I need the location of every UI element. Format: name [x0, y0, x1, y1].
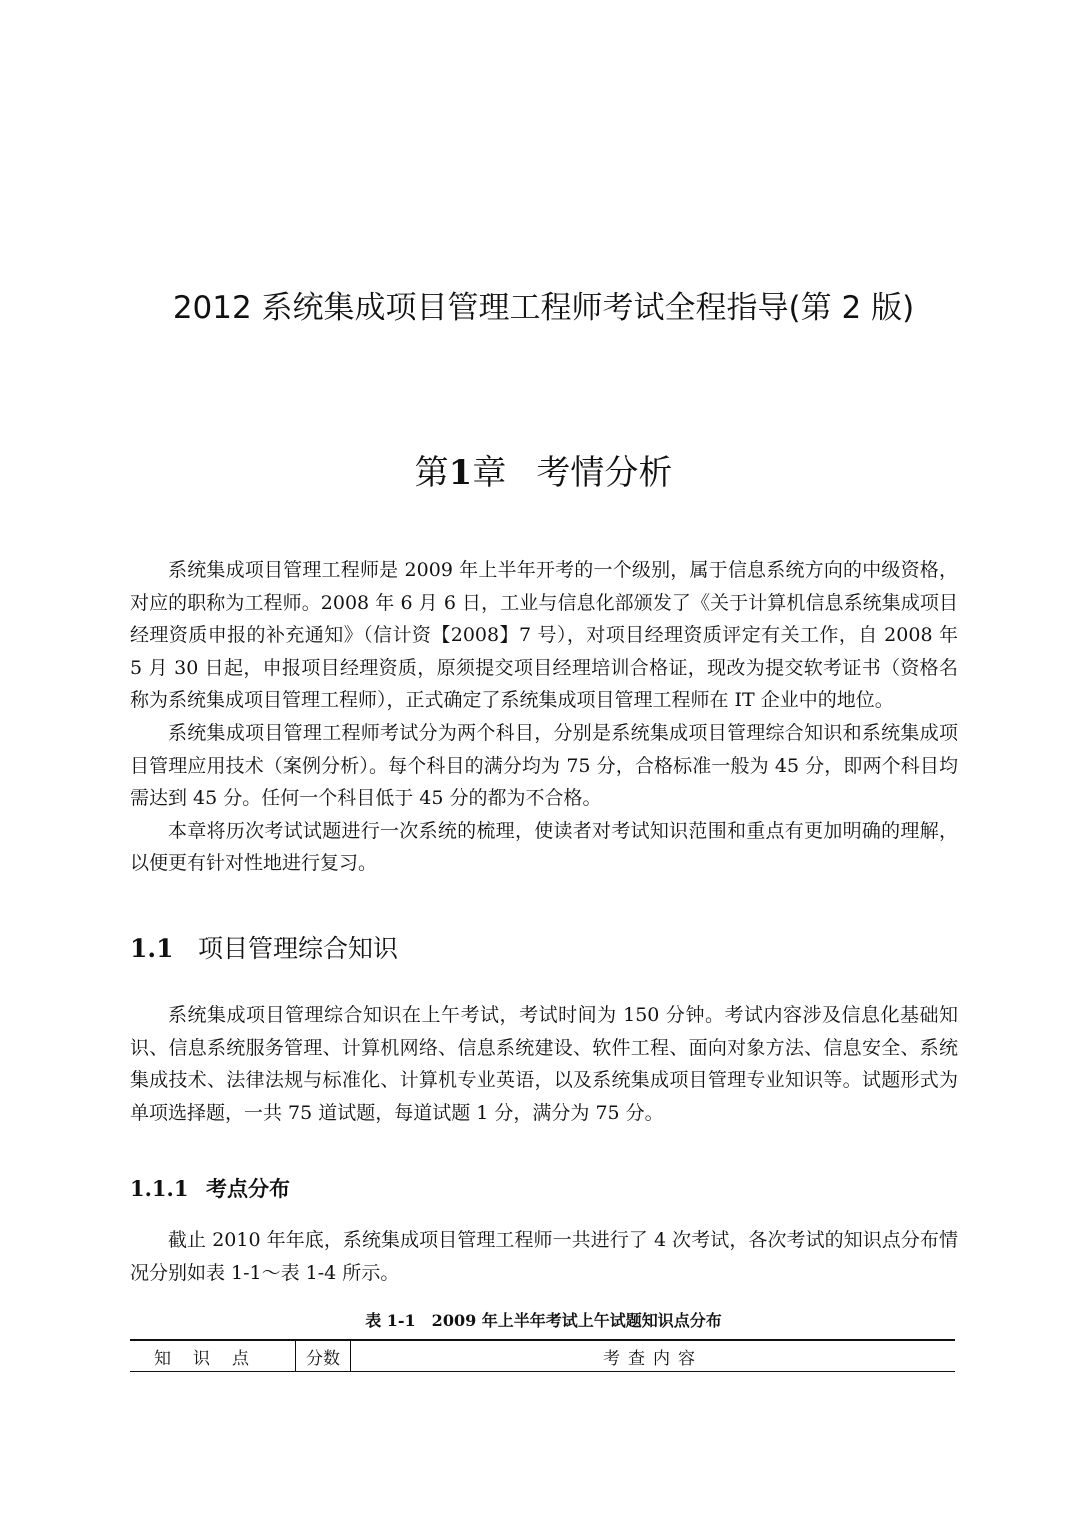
chapter-title — [0, 448, 1087, 498]
subsection-number: 1.1.1 — [130, 1176, 189, 1201]
table-header-row — [130, 1340, 955, 1372]
subsection-heading — [130, 1173, 290, 1205]
table-caption: 表 1-1 2009 年上半年考试上午试题知识点分布 — [365, 1311, 722, 1330]
subsection-text — [130, 1224, 958, 1289]
intro-paragraph: 本章将历次考试试题进行一次系统的梳理，使读者对考试知识范围和重点有更加明确的理解，以便更有针对性地进行复习。 — [130, 819, 958, 875]
intro-text — [130, 554, 958, 880]
section-number: 1.1 — [130, 934, 174, 963]
knowledge-point-table — [130, 1339, 955, 1372]
subsection-title: 考点分布 — [206, 1176, 290, 1201]
chapter-name: 考情分析 — [536, 453, 673, 493]
header-content: 考查内容 — [351, 1340, 956, 1372]
section-paragraph: 系统集成项目管理综合知识在上午考试，考试时间为 150 分钟。考试内容涉及信息化基础知识、信息系统服务管理、计算机网络、信息系统建设、软件工程、面向对象方法、信息安全、系统集成技术、法律法规与标准化、计算机专业英语，以及系统集成项目管理专业知识等。试题形式为单项选择题，一共 75 道试题，每道试题 1 分，满分为 75 分。 — [130, 1004, 958, 1124]
chapter-suffix: 章 — [472, 453, 507, 493]
intro-paragraph: 系统集成项目管理工程师考试分为两个科目，分别是系统集成项目管理综合知识和系统集成项目管理应用技术（案例分析）。每个科目的满分均为 75 分，合格标准一般为 45 分，即两个科目均需达到 45 分。任何一个科目低于 45 分的都为不合格。 — [130, 721, 958, 810]
subsection-paragraph: 截止 2010 年年底，系统集成项目管理工程师一共进行了 4 次考试，各次考试的知识点分布情况分别如表 1-1～表 1-4 所示。 — [130, 1229, 958, 1284]
book-title: 2012 系统集成项目管理工程师考试全程指导(第 2 版) — [172, 290, 915, 326]
chapter-number: 1 — [448, 453, 473, 493]
header-score: 分数 — [296, 1340, 351, 1372]
section-text — [130, 999, 958, 1129]
section-heading — [130, 931, 398, 967]
intro-paragraph: 系统集成项目管理工程师是 2009 年上半年开考的一个级别，属于信息系统方向的中级资格，对应的职称为工程师。2008 年 6 月 6 日，工业与信息化部颁发了《关于计算机信息系统集成项目经理资质申报的补充通知》（信计资【2008】7 号），对项目经理资质评定有关工作，自 2008 年 5 月 30 日起，申报项目经理资质，原须提交项目经理培训合格证，现改为提交软考证书（资格名称为系统集成项目管理工程师），正式确定了系统集成项目管理工程师在 IT 企业中的地位。 — [130, 559, 958, 712]
header-knowledge-point: 知识点 — [130, 1340, 296, 1372]
chapter-prefix: 第 — [414, 453, 449, 493]
section-title: 项目管理综合知识 — [198, 934, 399, 963]
